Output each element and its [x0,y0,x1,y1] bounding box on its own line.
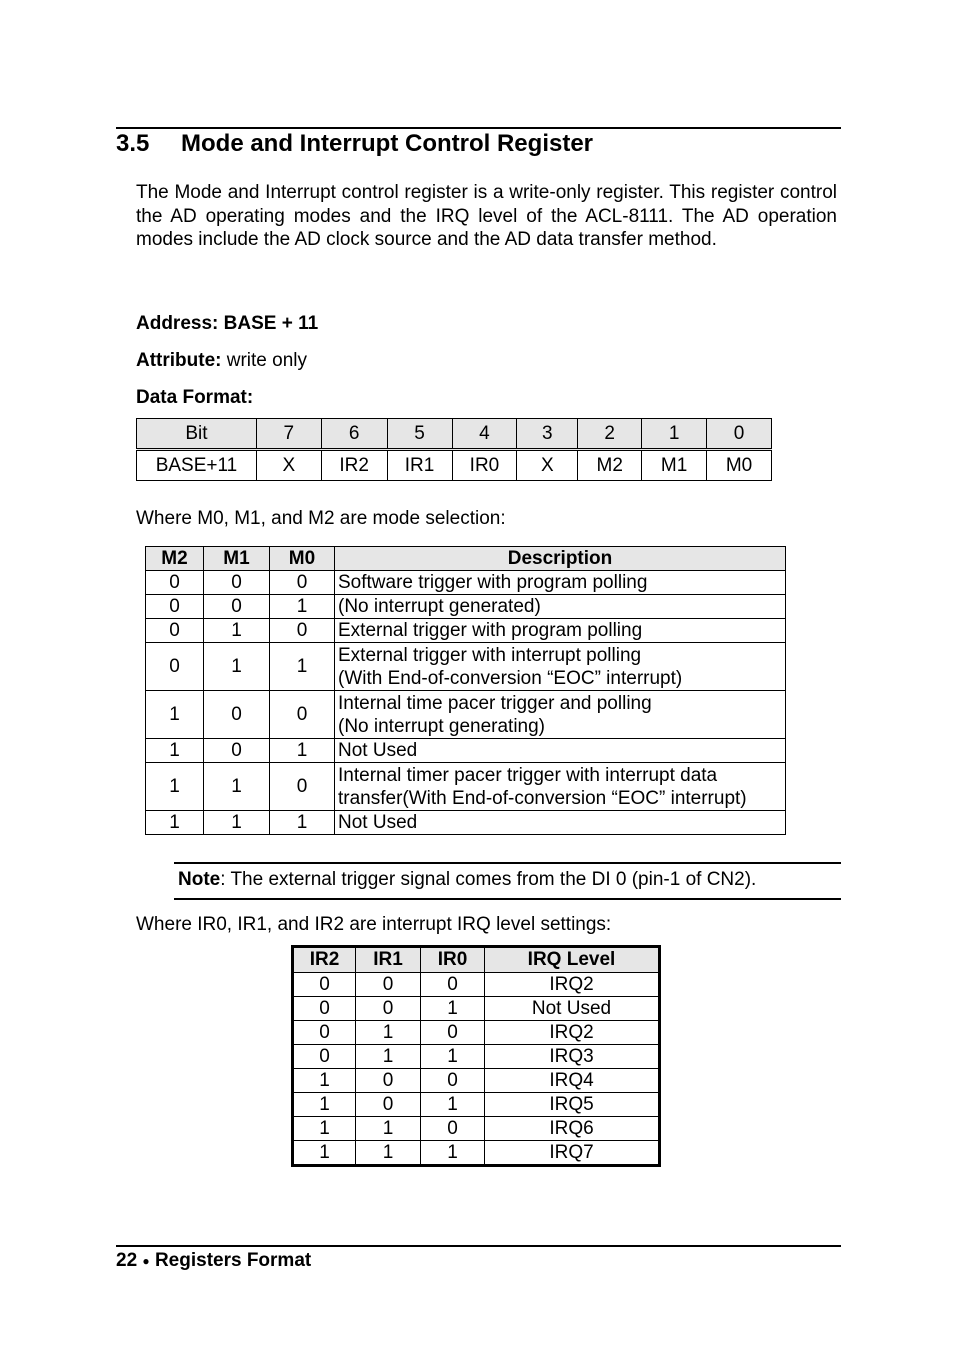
bit-table-register-row [137,450,772,481]
irq-cell: IRQ2 [485,973,660,997]
bit-value-cell: IR1 [387,450,452,481]
irq-cell: 0 [421,1069,485,1093]
attribute-value: write only [221,350,308,371]
table-row [146,619,786,643]
mode-bit-cell: 1 [270,739,335,763]
description-line: External trigger with program polling [338,620,643,641]
page-footer [116,1250,311,1272]
bullet-icon: ● [142,1253,150,1268]
irq-cell: 1 [356,1021,421,1045]
mode-description-cell [335,643,786,691]
irq-level-table [291,945,661,1167]
mode-bit-cell: 1 [146,811,204,835]
irq-column-header: IR2 [293,947,356,973]
mode-bit-cell: 1 [146,763,204,811]
attribute-label: Attribute: [136,350,222,371]
bit-value-cell: X [517,450,578,481]
mode-bit-cell: 0 [204,739,270,763]
note-text: : The external trigger signal comes from the DI 0 (pin-1 of CN2). [220,869,757,890]
page-number: 22 [116,1250,138,1271]
mode-column-header: M2 [146,547,204,571]
mode-bit-cell: 0 [146,643,204,691]
data-format-label: Data Format: [136,387,254,408]
mode-bit-cell: 0 [146,571,204,595]
table-row [293,973,660,997]
description-line: External trigger with interrupt polling [338,644,642,666]
mode-column-header: Description [335,547,786,571]
mode-bit-cell: 1 [270,811,335,835]
irq-column-header: IR1 [356,947,421,973]
bit-header-cell: 0 [707,419,772,450]
irq-column-header: IRQ Level [485,947,660,973]
mode-bit-cell: 0 [146,619,204,643]
irq-cell: IRQ3 [485,1045,660,1069]
irq-cell: 1 [356,1117,421,1141]
mode-description-cell [335,595,786,619]
note-label: Note [178,869,221,890]
irq-cell: 1 [293,1093,356,1117]
mode-bit-cell: 0 [204,595,270,619]
irq-cell: IRQ6 [485,1117,660,1141]
mode-description-cell [335,619,786,643]
mode-description-cell [335,811,786,835]
mode-bit-cell: 1 [204,763,270,811]
mode-bit-cell: 1 [146,739,204,763]
bit-header-cell: 3 [517,419,578,450]
mode-bit-cell: 1 [204,643,270,691]
mode-selection-table [145,546,786,835]
mode-description-cell [335,763,786,811]
mode-description-cell [335,691,786,739]
mode-description-cell [335,571,786,595]
table-row [293,1069,660,1093]
table-row [293,997,660,1021]
footer-section: Registers Format [154,1250,312,1271]
irq-cell: 0 [293,1045,356,1069]
irq-cell: 0 [356,997,421,1021]
bit-table-header-row [137,419,772,450]
irq-column-header: IR0 [421,947,485,973]
irq-cell: 1 [421,1141,485,1166]
table-row [293,1021,660,1045]
irq-cell: 0 [293,997,356,1021]
irq-cell: 1 [421,1093,485,1117]
section-number: 3.5 [116,130,150,157]
description-line: Not Used [338,740,418,761]
mode-bit-cell: 1 [270,643,335,691]
irq-cell: 0 [293,1021,356,1045]
irq-table-header-row [293,947,660,973]
bit-value-cell: M2 [578,450,642,481]
note-bottom-rule [174,898,841,900]
bit-header-cell: 6 [321,419,387,450]
description-line: Software trigger with program polling [338,572,648,593]
irq-cell: 1 [356,1045,421,1069]
mode-description-cell [335,739,786,763]
mode-bit-cell: 0 [204,691,270,739]
table-row [146,763,786,811]
irq-cell: IRQ2 [485,1021,660,1045]
mode-intro: Where M0, M1, and M2 are mode selection: [136,508,506,529]
irq-cell: 1 [356,1141,421,1166]
table-row [146,691,786,739]
note-top-rule [174,862,841,864]
description-line: transfer(With End-of-conversion “EOC” interrupt) [338,787,747,809]
bit-header-cell: 1 [642,419,707,450]
irq-cell: 1 [293,1069,356,1093]
bit-value-cell: X [256,450,321,481]
description-line: Internal time pacer trigger and polling [338,692,652,714]
irq-cell: 0 [421,1117,485,1141]
irq-intro: Where IR0, IR1, and IR2 are interrupt IRQ level settings: [136,914,612,935]
note [178,869,756,891]
irq-cell: 1 [293,1141,356,1166]
table-row [146,571,786,595]
irq-cell: 0 [356,1093,421,1117]
table-row [293,1045,660,1069]
mode-bit-cell: 0 [204,571,270,595]
description-line: Not Used [338,812,418,833]
bit-format-table [136,418,772,481]
table-row [146,643,786,691]
irq-cell: 0 [356,973,421,997]
bit-value-cell: IR2 [321,450,387,481]
irq-cell: 0 [356,1069,421,1093]
irq-cell: 0 [293,973,356,997]
table-row [293,1093,660,1117]
irq-cell: 0 [421,973,485,997]
irq-cell: IRQ5 [485,1093,660,1117]
irq-cell: IRQ4 [485,1069,660,1093]
mode-table-header-row [146,547,786,571]
bit-header-cell: 5 [387,419,452,450]
irq-cell: 1 [421,997,485,1021]
mode-bit-cell: 0 [270,691,335,739]
description-line: (No interrupt generated) [338,596,541,617]
footer-rule [116,1245,841,1247]
description-line: Internal timer pacer trigger with interrupt data [338,764,718,786]
description-line: (No interrupt generating) [338,715,545,737]
bit-header-cell: 7 [256,419,321,450]
mode-bit-cell: 1 [270,595,335,619]
irq-cell: IRQ7 [485,1141,660,1166]
address-label: Address: BASE + 11 [136,313,319,334]
top-rule [116,127,841,129]
irq-cell: 1 [293,1117,356,1141]
mode-column-header: M1 [204,547,270,571]
mode-bit-cell: 1 [204,619,270,643]
description-line: (With End-of-conversion “EOC” interrupt) [338,667,683,689]
irq-cell: 0 [421,1021,485,1045]
mode-bit-cell: 0 [270,571,335,595]
mode-bit-cell: 0 [270,619,335,643]
bit-header-cell: 2 [578,419,642,450]
mode-column-header: M0 [270,547,335,571]
irq-cell: Not Used [485,997,660,1021]
mode-bit-cell: 1 [204,811,270,835]
bit-header-cell: Bit [137,419,257,450]
bit-value-cell: M0 [707,450,772,481]
section-title: Mode and Interrupt Control Register [181,130,594,157]
table-row [146,811,786,835]
bit-value-cell: IR0 [452,450,517,481]
bit-value-cell: M1 [642,450,707,481]
intro-paragraph: The Mode and Interrupt control register is a write-only register. This register control the AD operating modes and the IRQ level of the ACL-8111. The AD operation modes include the AD clock source and the AD data transfer method. [136,182,837,250]
bit-value-cell: BASE+11 [137,450,257,481]
mode-bit-cell: 0 [146,595,204,619]
mode-bit-cell: 1 [146,691,204,739]
section-heading [116,130,593,158]
mode-bit-cell: 0 [270,763,335,811]
table-row [293,1117,660,1141]
bit-header-cell: 4 [452,419,517,450]
table-row [146,595,786,619]
irq-cell: 1 [421,1045,485,1069]
table-row [293,1141,660,1166]
table-row [146,739,786,763]
attribute-line [136,350,307,372]
